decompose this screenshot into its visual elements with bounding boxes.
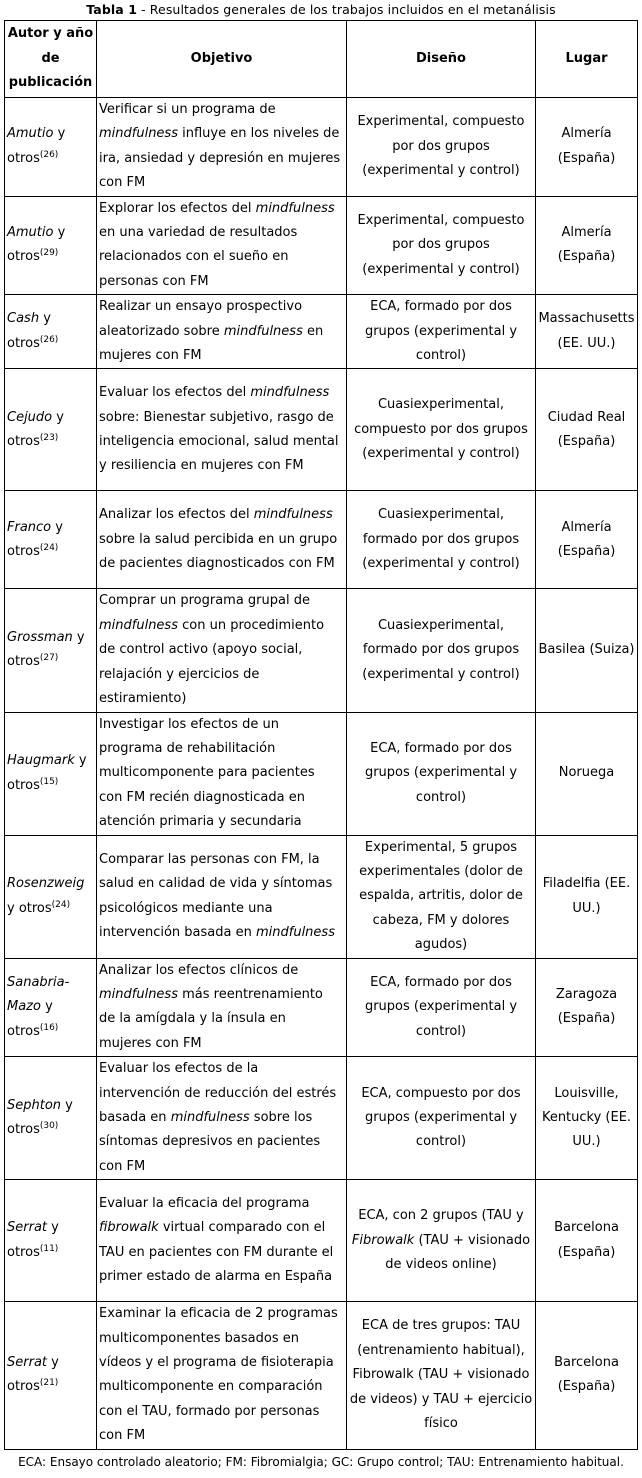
table-row xyxy=(5,1057,638,1180)
objective-cell xyxy=(97,958,347,1057)
author-cell xyxy=(5,589,97,712)
text-segment: en mujeres con FM xyxy=(99,323,324,364)
italic-text: mindfulness xyxy=(99,617,178,633)
place-cell xyxy=(536,196,638,295)
text-segment: Cuasiexperimental, compuesto por dos grupos (experimental y control) xyxy=(354,397,528,462)
reference-number: (26) xyxy=(39,149,59,160)
author-cell xyxy=(5,295,97,369)
text-segment: Evaluar la eficacia del programa xyxy=(99,1195,310,1211)
design-cell xyxy=(347,98,536,197)
table-row xyxy=(5,491,638,589)
place-cell xyxy=(536,98,638,197)
reference-number: (21) xyxy=(39,1378,59,1389)
italic-text: mindfulness xyxy=(223,323,303,339)
italic-text: Franco xyxy=(7,519,52,535)
design-cell xyxy=(347,491,536,589)
table-body xyxy=(5,98,638,1450)
italic-text: mindfulness xyxy=(250,385,330,401)
text-segment: Cuasiexperimental, formado por dos grupos (experimental y control) xyxy=(362,617,520,682)
text-segment: Barcelona (España) xyxy=(554,1355,619,1395)
text-segment: sobre: Bienestar subjetivo, rasgo de inteligencia emocional, salud mental y resiliencia en mujeres con FM xyxy=(99,409,339,474)
text-segment: Explorar los efectos del xyxy=(99,200,256,216)
author-cell xyxy=(5,712,97,835)
text-segment: y otros xyxy=(7,1220,59,1260)
text-segment: y otros xyxy=(7,999,53,1039)
italic-text: Sephton xyxy=(7,1097,62,1113)
italic-text: Cash xyxy=(7,311,40,327)
italic-text: mindfulness xyxy=(99,986,178,1002)
text-segment: Filadelfia (EE. UU.) xyxy=(542,876,631,916)
text-segment: Basilea (Suiza) xyxy=(538,642,635,658)
italic-text: Cejudo xyxy=(7,409,53,425)
design-cell xyxy=(347,1180,536,1302)
author-cell xyxy=(5,958,97,1057)
column-header-place: Lugar xyxy=(536,21,638,98)
italic-text: Haugmark xyxy=(7,753,75,769)
text-segment: Examinar la eficacia de 2 programas multicomponentes basados en vídeos y el programa de fisioterapia multicomponente en comparación con el TAU, formado por personas con FM xyxy=(99,1306,338,1444)
author-cell xyxy=(5,369,97,491)
text-segment: (TAU + visionado de videos online) xyxy=(385,1232,531,1272)
reference-number: (15) xyxy=(39,776,59,787)
text-segment: Massachusetts (EE. UU.) xyxy=(538,311,635,351)
design-cell xyxy=(347,369,536,491)
italic-text: fibrowalk xyxy=(99,1220,159,1236)
text-segment: ECA de tres grupos: TAU (entrenamiento habitual), Fibrowalk (TAU + visionado de videos) y TAU + ejercicio físico xyxy=(349,1318,533,1432)
objective-cell xyxy=(97,491,347,589)
text-segment: Experimental, 5 grupos experimentales (dolor de espalda, artritis, dolor de cabeza, FM y dolores agudos) xyxy=(359,839,523,953)
reference-number: (24) xyxy=(39,542,59,553)
reference-number: (27) xyxy=(39,653,59,664)
text-segment: sobre la salud percibida en un grupo de pacientes diagnosticados con FM xyxy=(99,531,338,572)
objective-cell xyxy=(97,589,347,712)
results-table xyxy=(4,20,638,1450)
text-segment: Ciudad Real (España) xyxy=(547,409,626,449)
table-row xyxy=(5,295,638,369)
text-segment: y otros xyxy=(7,409,64,449)
place-cell xyxy=(536,589,638,712)
reference-number: (16) xyxy=(39,1022,59,1033)
text-segment: influye en los niveles de ira, ansiedad y depresión en mujeres con FM xyxy=(99,126,341,191)
objective-cell xyxy=(97,835,347,958)
italic-text: Grossman xyxy=(7,630,73,646)
italic-text: Amutio xyxy=(7,225,54,241)
design-cell xyxy=(347,196,536,295)
author-cell xyxy=(5,196,97,295)
author-cell xyxy=(5,491,97,589)
place-cell xyxy=(536,1302,638,1449)
table-row xyxy=(5,98,638,197)
text-segment: más reentrenamiento de la amígdala y la ínsula en mujeres con FM xyxy=(99,986,323,1051)
table-caption xyxy=(0,0,642,20)
text-segment: ECA, formado por dos grupos (experimental y control) xyxy=(364,974,518,1039)
objective-cell xyxy=(97,369,347,491)
italic-text: Rosenzweig xyxy=(7,876,85,892)
text-segment: ECA, con 2 grupos (TAU y xyxy=(358,1208,524,1224)
table-row xyxy=(5,1180,638,1302)
text-segment: virtual comparado con el TAU en pacientes con FM durante el primer estado de alarma en España xyxy=(99,1220,334,1285)
text-segment: y otros xyxy=(7,630,85,670)
text-segment: y otros xyxy=(7,1097,73,1138)
design-cell xyxy=(347,295,536,369)
design-cell xyxy=(347,958,536,1057)
text-segment: ECA, formado por dos grupos (experimental y control) xyxy=(364,299,518,364)
text-segment: Louisville, Kentucky (EE. UU.) xyxy=(541,1085,632,1150)
author-cell xyxy=(5,1057,97,1180)
place-cell xyxy=(536,958,638,1057)
objective-cell xyxy=(97,1302,347,1449)
reference-number: (29) xyxy=(39,248,59,259)
text-segment: Comprar un programa grupal de xyxy=(99,593,310,609)
italic-text: Fibrowalk xyxy=(351,1232,415,1248)
table-row xyxy=(5,369,638,491)
text-segment: y otros xyxy=(7,225,66,265)
text-segment: ECA, compuesto por dos grupos (experimental y control) xyxy=(361,1085,521,1150)
italic-text: mindfulness xyxy=(99,126,178,142)
table-row xyxy=(5,196,638,295)
text-segment: Almería (España) xyxy=(557,225,616,265)
text-segment: y otros xyxy=(7,311,51,351)
design-cell xyxy=(347,589,536,712)
design-cell xyxy=(347,1302,536,1449)
table-row xyxy=(5,589,638,712)
text-segment: Experimental, compuesto por dos grupos (experimental y control) xyxy=(357,114,525,179)
design-cell xyxy=(347,1057,536,1180)
objective-cell xyxy=(97,295,347,369)
objective-cell xyxy=(97,712,347,835)
text-segment: Comparar las personas con FM, la salud en calidad de vida y síntomas psicológicos mediante una intervención basada en xyxy=(99,851,333,940)
reference-number: (23) xyxy=(39,432,59,443)
column-header-author: Autor y año de publicación xyxy=(5,21,97,98)
text-segment: Zaragoza (España) xyxy=(555,986,618,1027)
text-segment: en una variedad de resultados relacionados con el sueño en personas con FM xyxy=(99,225,298,289)
text-segment: Experimental, compuesto por dos grupos (experimental y control) xyxy=(357,212,525,277)
table-row xyxy=(5,712,638,835)
objective-cell xyxy=(97,1180,347,1302)
italic-text: mindfulness xyxy=(255,924,335,940)
reference-number: (26) xyxy=(39,334,59,345)
text-segment: Almería (España) xyxy=(557,126,616,166)
place-cell xyxy=(536,712,638,835)
reference-number: (11) xyxy=(39,1243,59,1254)
table-caption-label: Tabla 1 xyxy=(86,2,138,17)
place-cell xyxy=(536,491,638,589)
text-segment: Evaluar los efectos del xyxy=(99,385,251,401)
text-segment: y otros xyxy=(7,900,52,916)
italic-text: Sanabria-Mazo xyxy=(7,974,70,1015)
italic-text: mindfulness xyxy=(255,200,335,216)
text-segment: sobre los síntomas depresivos en pacientes con FM xyxy=(99,1110,321,1174)
text-segment: Verificar si un programa de xyxy=(99,102,276,117)
design-cell xyxy=(347,835,536,958)
text-segment: Analizar los efectos clínicos de xyxy=(99,962,299,978)
text-segment: Cuasiexperimental, formado por dos grupos (experimental y control) xyxy=(362,507,520,572)
text-segment: Evaluar los efectos de la intervención de reducción del estrés basada en xyxy=(99,1061,337,1125)
text-segment: Noruega xyxy=(558,765,615,781)
objective-cell xyxy=(97,196,347,295)
place-cell xyxy=(536,369,638,491)
reference-number: (30) xyxy=(39,1121,59,1132)
table-row xyxy=(5,835,638,958)
table-row xyxy=(5,1302,638,1449)
objective-cell xyxy=(97,1057,347,1180)
table-caption-text: - Resultados generales de los trabajos incluidos en el metanálisis xyxy=(137,2,556,17)
place-cell xyxy=(536,295,638,369)
text-segment: y otros xyxy=(7,126,66,166)
author-cell xyxy=(5,1180,97,1302)
author-cell xyxy=(5,98,97,197)
text-segment: Investigar los efectos de un programa de rehabilitación multicomponente para pacientes con FM recién diagnosticada en atención primaria y secundaria xyxy=(99,716,315,830)
place-cell xyxy=(536,1180,638,1302)
text-segment: Analizar los efectos del xyxy=(99,507,254,523)
table-header-row xyxy=(5,21,638,98)
italic-text: Serrat xyxy=(7,1355,48,1371)
text-segment: ECA, formado por dos grupos (experimental y control) xyxy=(364,740,518,805)
author-cell xyxy=(5,1302,97,1449)
objective-cell xyxy=(97,98,347,197)
italic-text: mindfulness xyxy=(253,507,333,523)
text-segment: y otros xyxy=(7,1355,59,1395)
design-cell xyxy=(347,712,536,835)
table-row xyxy=(5,958,638,1057)
table-footnote: ECA: Ensayo controlado aleatorio; FM: Fibromialgia; GC: Grupo control; TAU: Entrenamiento habitual. xyxy=(18,1454,624,1469)
text-segment: Barcelona (España) xyxy=(554,1220,619,1260)
text-segment: con un procedimiento de control activo (apoyo social, relajación y ejercicios de estiramiento) xyxy=(99,617,325,707)
text-segment: Almería (España) xyxy=(557,519,616,559)
column-header-design: Diseño xyxy=(347,21,536,98)
place-cell xyxy=(536,835,638,958)
italic-text: Amutio xyxy=(7,126,54,142)
place-cell xyxy=(536,1057,638,1180)
italic-text: mindfulness xyxy=(170,1110,250,1125)
text-segment: Realizar un ensayo prospectivo aleatorizado sobre xyxy=(99,299,303,339)
italic-text: Serrat xyxy=(7,1220,48,1236)
text-segment: y otros xyxy=(7,519,63,559)
text-segment: y otros xyxy=(7,753,87,793)
reference-number: (24) xyxy=(51,899,71,910)
author-cell xyxy=(5,835,97,958)
column-header-objective: Objetivo xyxy=(97,21,347,98)
